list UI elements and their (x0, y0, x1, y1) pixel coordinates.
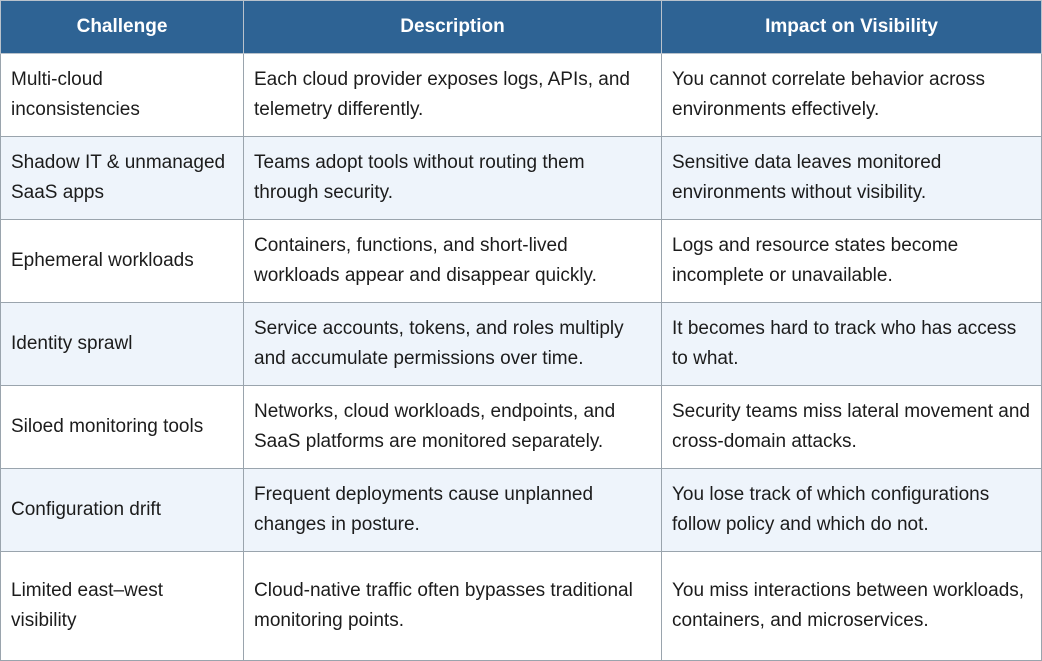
header-impact: Impact on Visibility (662, 1, 1042, 54)
table-row (1, 137, 1042, 220)
cell-impact: You miss interactions between workloads, containers, and microservices. (662, 552, 1042, 661)
table-row (1, 54, 1042, 137)
cell-challenge: Ephemeral workloads (1, 220, 244, 303)
table-row (1, 469, 1042, 552)
header-row (1, 1, 1042, 54)
header-challenge: Challenge (1, 1, 244, 54)
cell-description: Containers, functions, and short-lived workloads appear and disappear quickly. (244, 220, 662, 303)
cell-description: Frequent deployments cause unplanned changes in posture. (244, 469, 662, 552)
cell-impact: You cannot correlate behavior across environments effectively. (662, 54, 1042, 137)
table-header (1, 1, 1042, 54)
table-row (1, 220, 1042, 303)
cell-description: Cloud-native traffic often bypasses traditional monitoring points. (244, 552, 662, 661)
table-row (1, 303, 1042, 386)
cell-impact: Logs and resource states become incomplete or unavailable. (662, 220, 1042, 303)
table-row (1, 552, 1042, 661)
cell-impact: You lose track of which configurations follow policy and which do not. (662, 469, 1042, 552)
cell-description: Each cloud provider exposes logs, APIs, and telemetry differently. (244, 54, 662, 137)
cell-impact: Security teams miss lateral movement and cross-domain attacks. (662, 386, 1042, 469)
table-row (1, 386, 1042, 469)
cell-challenge: Configuration drift (1, 469, 244, 552)
cell-challenge: Shadow IT & unmanaged SaaS apps (1, 137, 244, 220)
cell-challenge: Limited east–west visibility (1, 552, 244, 661)
cell-impact: Sensitive data leaves monitored environments without visibility. (662, 137, 1042, 220)
header-description: Description (244, 1, 662, 54)
cell-description: Networks, cloud workloads, endpoints, and SaaS platforms are monitored separately. (244, 386, 662, 469)
cell-impact: It becomes hard to track who has access to what. (662, 303, 1042, 386)
cell-challenge: Multi-cloud inconsistencies (1, 54, 244, 137)
cell-challenge: Siloed monitoring tools (1, 386, 244, 469)
cell-challenge: Identity sprawl (1, 303, 244, 386)
table-body (1, 54, 1042, 661)
cell-description: Service accounts, tokens, and roles multiply and accumulate permissions over time. (244, 303, 662, 386)
cell-description: Teams adopt tools without routing them through security. (244, 137, 662, 220)
